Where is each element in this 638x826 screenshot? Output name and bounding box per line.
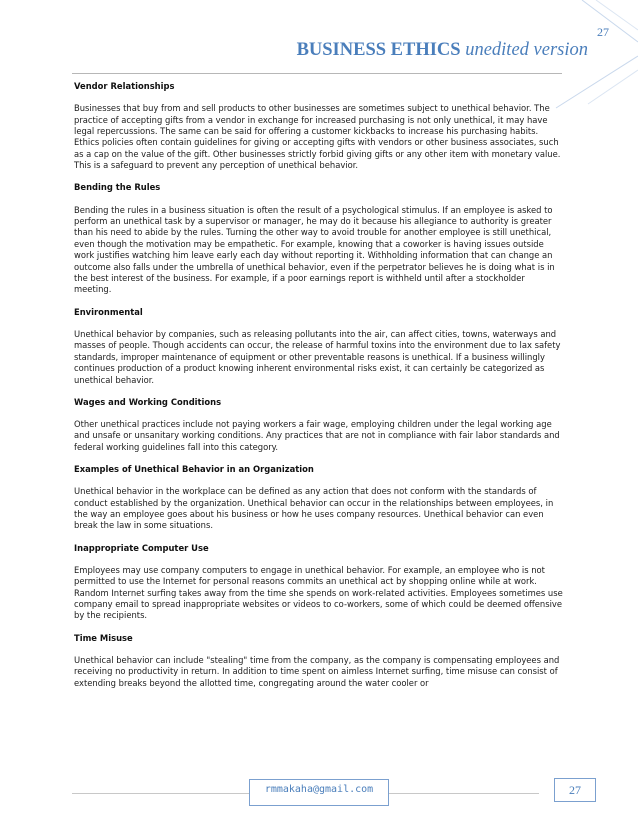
section-paragraph: Unethical behavior by companies, such as releasing pollutants into the air, can affect cities, towns, waterways and masses of people. Though accidents can occur, the release of harmful toxins into the environment due to lax safety standards, improper maintenance of equipment or other preventable reasons is unethical. If a business willingly continues production of a product knowing inherent environmental risks exist, it can certainly be categorized as unethical behavior. bbox=[74, 328, 561, 385]
section-heading: Time Misuse bbox=[74, 632, 133, 643]
section-paragraph: Bending the rules in a business situation is often the result of a psychological stimulus. If an employee is asked to perform an unethical task by a supervisor or manager, he may do it because his allegiance to authority is greater than his need to abide by the rules. Turning the other way to avoid trouble for another employee is still unethical, even though the motivation may be empathetic. For example, knowing that a coworker is having issues outside work justifies watching him leave early each day without reporting it. Withholding information that can change an outcome also falls under the umbrella of unethical behavior, even if the perpetrator believes he is doing what is in the best interest of the business. For example, if a poor earnings report is withheld until after a stockholder meeting. bbox=[74, 204, 555, 295]
header-title-main: BUSINESS ETHICS bbox=[296, 40, 461, 60]
footer-page-number: 27 bbox=[554, 778, 596, 802]
page-header-title bbox=[0, 40, 588, 61]
document-body bbox=[74, 81, 564, 700]
section-heading: Bending the Rules bbox=[74, 182, 161, 193]
section-heading: Examples of Unethical Behavior in an Organization bbox=[74, 463, 314, 474]
section-heading: Environmental bbox=[74, 306, 143, 317]
footer-rule-left bbox=[72, 793, 249, 794]
section-time-misuse bbox=[74, 633, 564, 689]
footer-email: rmmakaha@gmail.com bbox=[264, 784, 374, 795]
section-wages-working-conditions bbox=[74, 397, 564, 453]
section-environmental bbox=[74, 307, 564, 386]
section-paragraph: Businesses that buy from and sell products to other businesses are sometimes subject to unethical behavior. The practice of accepting gifts from a vendor in exchange for increased purchasing is not only unethical, it may have legal repercussions. The same can be said for offering a customer kickbacks to increase his purchasing habits. Ethics policies often contain guidelines for giving or accepting gifts with vendors or other business associates, such as a cap on the value of the gift. Other businesses strictly forbid giving gifts or any other item with monetary value. This is a safeguard to prevent any perception of unethical behavior. bbox=[74, 103, 561, 171]
section-bending-the-rules bbox=[74, 182, 564, 295]
section-heading: Wages and Working Conditions bbox=[74, 396, 222, 407]
section-vendor-relationships bbox=[74, 81, 564, 172]
section-inappropriate-computer-use bbox=[74, 543, 564, 622]
section-examples-unethical-behavior bbox=[74, 464, 564, 532]
section-paragraph: Other unethical practices include not paying workers a fair wage, employing children under the legal working age and unsafe or unsanitary working conditions. Any practices that are not in compliance with fair labor standards and federal working guidelines fall into this category. bbox=[74, 418, 560, 452]
section-paragraph: Unethical behavior can include "stealing" time from the company, as the company is compensating employees and receiving no productivity in return. In addition to time spent on aimless Internet surfing, time misuse can consist of extending breaks beyond the allotted time, congregating around the water cooler or bbox=[74, 654, 560, 688]
section-paragraph: Unethical behavior in the workplace can be defined as any action that does not conform with the standards of conduct established by the organization. Unethical behavior can occur in the relationships between employees, in the way an employee goes about his business or how he uses company resources. Unethical behavior can even break the law in some situations. bbox=[74, 486, 554, 531]
section-heading: Vendor Relationships bbox=[74, 81, 175, 91]
section-heading: Inappropriate Computer Use bbox=[74, 542, 209, 553]
header-divider bbox=[72, 73, 562, 74]
header-title-sub: unedited version bbox=[465, 40, 588, 60]
section-paragraph: Employees may use company computers to engage in unethical behavior. For example, an employee who is not permitted to use the Internet for personal reasons commits an unethical act by shopping online while at work. Random Internet surfing takes away from the time she spends on work-related activities. Employees sometimes use company email to spread inappropriate websites or videos to co-workers, some of which could be deemed offensive by the recipients. bbox=[74, 564, 563, 621]
footer-rule-right bbox=[389, 793, 539, 794]
header-page-number: 27 bbox=[597, 25, 609, 39]
